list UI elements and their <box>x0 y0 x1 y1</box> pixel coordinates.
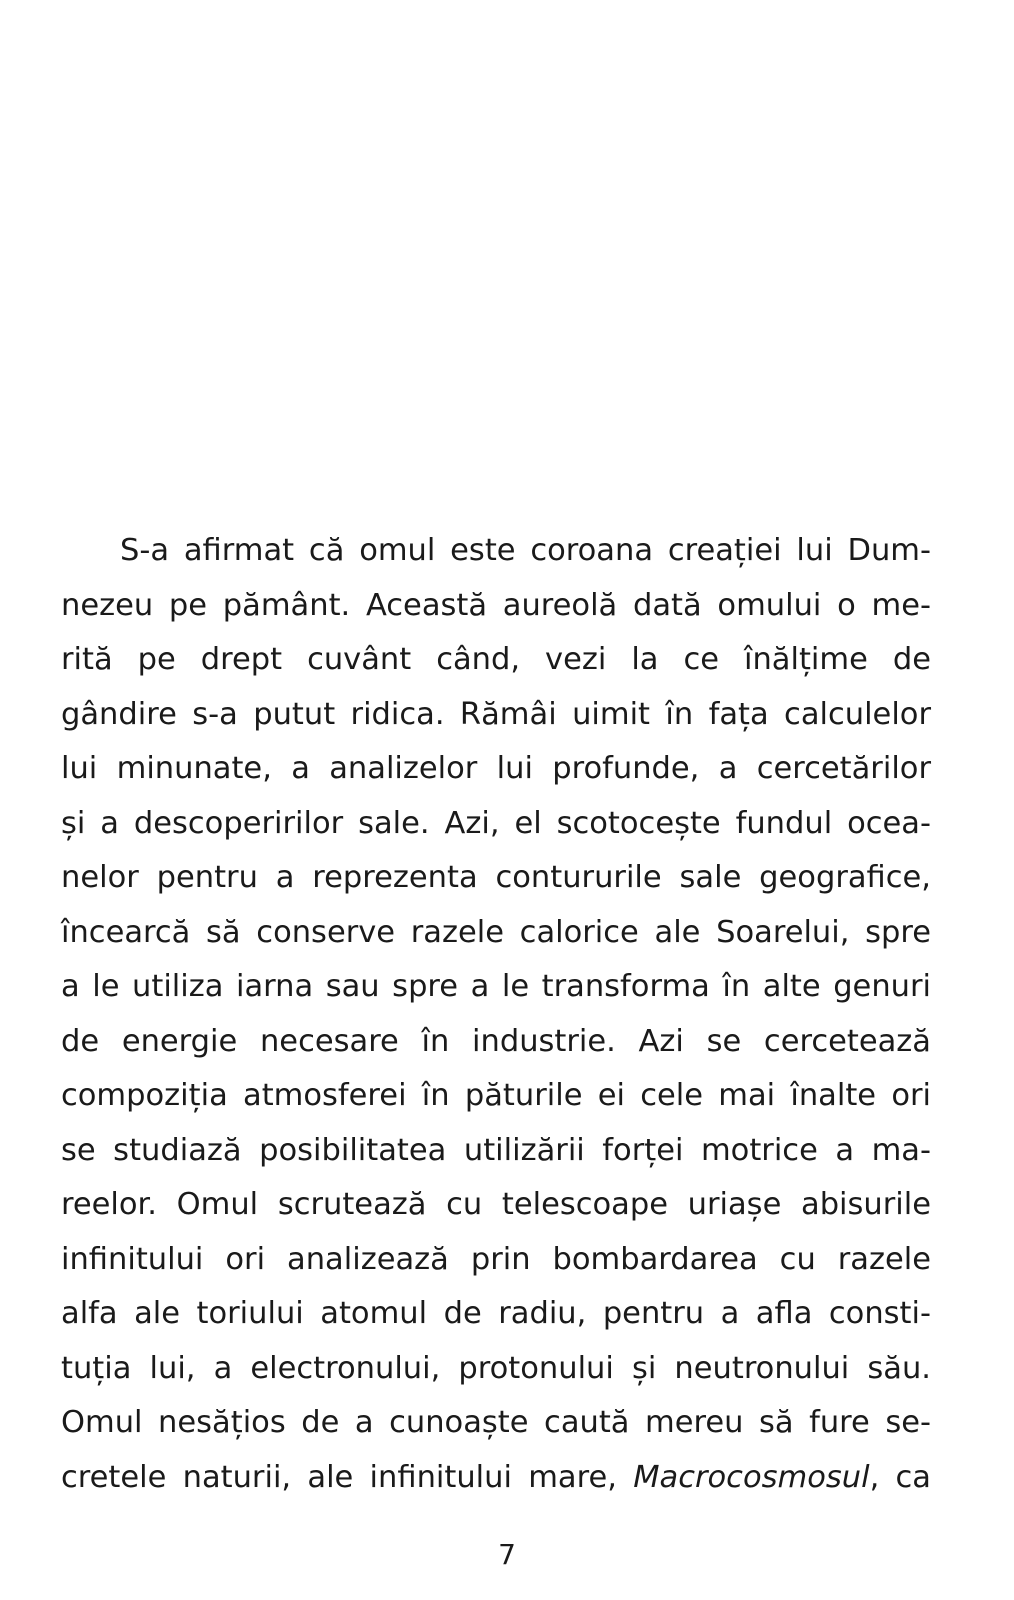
text-line: rită pe drept cuvânt când, vezi la ce înălțime de <box>61 642 931 677</box>
text-line: nezeu pe pământ. Această aureolă dată omului o me- <box>61 587 931 623</box>
text-segment: , ca <box>869 1459 931 1495</box>
text-line: infinitului ori analizează prin bombardarea cu razele <box>61 1241 931 1277</box>
text-line-last <box>61 1451 931 1506</box>
text-line: lui minunate, a analizelor lui profunde, a cercetărilor <box>61 751 931 786</box>
text-line: și a descoperirilor sale. Azi, el scotocește fundul ocea- <box>61 805 931 841</box>
text-line: reelor. Omul scrutează cu telescoape uriașe abisurile <box>61 1187 931 1222</box>
text-line: gândire s-a putut ridica. Rămâi uimit în fața calculelor <box>61 696 931 732</box>
text-segment: cretele naturii, ale infinitului mare, <box>61 1459 634 1495</box>
text-line: tuția lui, a electronului, protonului și neutronului său. <box>61 1350 931 1386</box>
text-line: a le utiliza iarna sau spre a le transforma în alte genuri <box>61 969 931 1004</box>
body-paragraph <box>61 524 931 1505</box>
text-line: de energie necesare în industrie. Azi se cercetează <box>61 1023 931 1059</box>
text-line: se studiază posibilitatea utilizării forței motrice a ma- <box>61 1132 931 1168</box>
text-line: alfa ale toriului atomul de radiu, pentru a afla consti- <box>61 1296 931 1331</box>
text-line: nelor pentru a reprezenta contururile sale geografice, <box>61 860 931 895</box>
text-line: compoziția atmosferei în păturile ei cele mai înalte ori <box>61 1078 931 1113</box>
text-line: S-a afirmat că omul este coroana creației lui Dum- <box>120 533 931 568</box>
page-number: 7 <box>498 1538 516 1571</box>
text-line: încearcă să conserve razele calorice ale Soarelui, spre <box>61 914 931 950</box>
italic-term: Macrocosmosul <box>633 1459 870 1495</box>
text-line: Omul nesățios de a cunoaște caută mereu să fure se- <box>61 1405 931 1440</box>
